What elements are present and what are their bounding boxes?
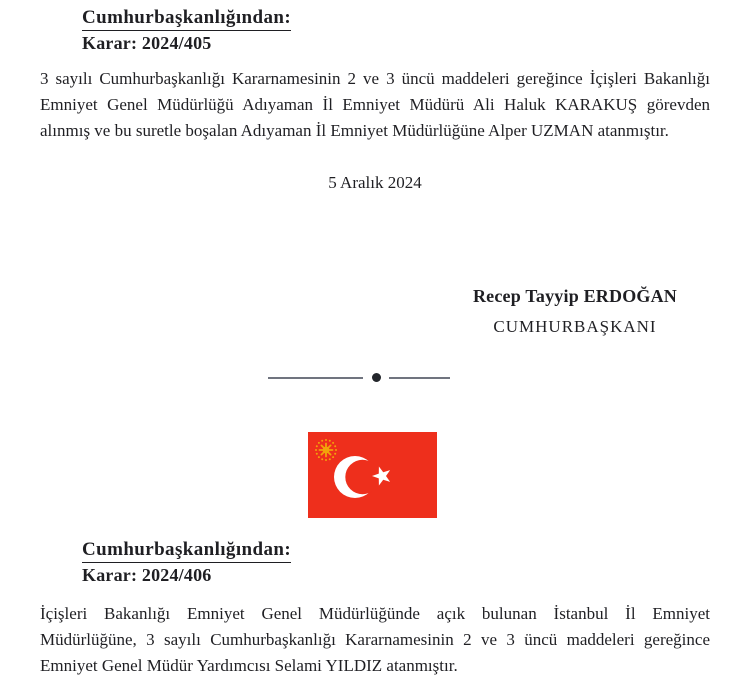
flag-image — [308, 432, 437, 518]
decree1-number: Karar: 2024/405 — [82, 33, 212, 53]
divider-dot-icon — [372, 373, 381, 382]
paragraph-line: Emniyet Genel Müdürlüğü Adıyaman İl Emniyet Müdürü Ali Haluk KARAKUŞ görevden — [40, 95, 710, 114]
signature-title: CUMHURBAŞKANI — [493, 317, 657, 336]
signature-block — [430, 286, 720, 337]
decree-date: 5 Aralık 2024 — [328, 173, 422, 192]
decree2-paragraph — [40, 601, 710, 679]
decree1-heading: Cumhurbaşkanlığından: — [82, 7, 291, 31]
section-divider — [0, 373, 750, 383]
signature-name: Recep Tayyip ERDOĞAN — [472, 286, 678, 306]
decree2-number: Karar: 2024/406 — [82, 565, 212, 585]
decree2-heading: Cumhurbaşkanlığından: — [82, 539, 291, 563]
decree1-paragraph — [40, 66, 710, 144]
divider-line-right — [389, 377, 450, 379]
divider-line-left — [268, 377, 363, 379]
paragraph-line: Emniyet Genel Müdür Yardımcısı Selami YILDIZ atanmıştır. — [40, 656, 458, 675]
paragraph-line: alınmış ve bu suretle boşalan Adıyaman İl Emniyet Müdürlüğüne Alper UZMAN atanmıştır. — [40, 121, 669, 140]
paragraph-line: 3 sayılı Cumhurbaşkanlığı Kararnamesinin 2 ve 3 üncü maddeleri gereğince İçişleri Bakanlığı — [40, 69, 710, 88]
turkish-presidential-flag-icon — [308, 432, 437, 518]
paragraph-line: İçişleri Bakanlığı Emniyet Genel Müdürlüğünde açık bulunan İstanbul İl Emniyet — [40, 604, 710, 623]
paragraph-line: Müdürlüğüne, 3 sayılı Cumhurbaşkanlığı Kararnamesinin 2 ve 3 üncü maddeleri gereğince — [40, 630, 710, 649]
